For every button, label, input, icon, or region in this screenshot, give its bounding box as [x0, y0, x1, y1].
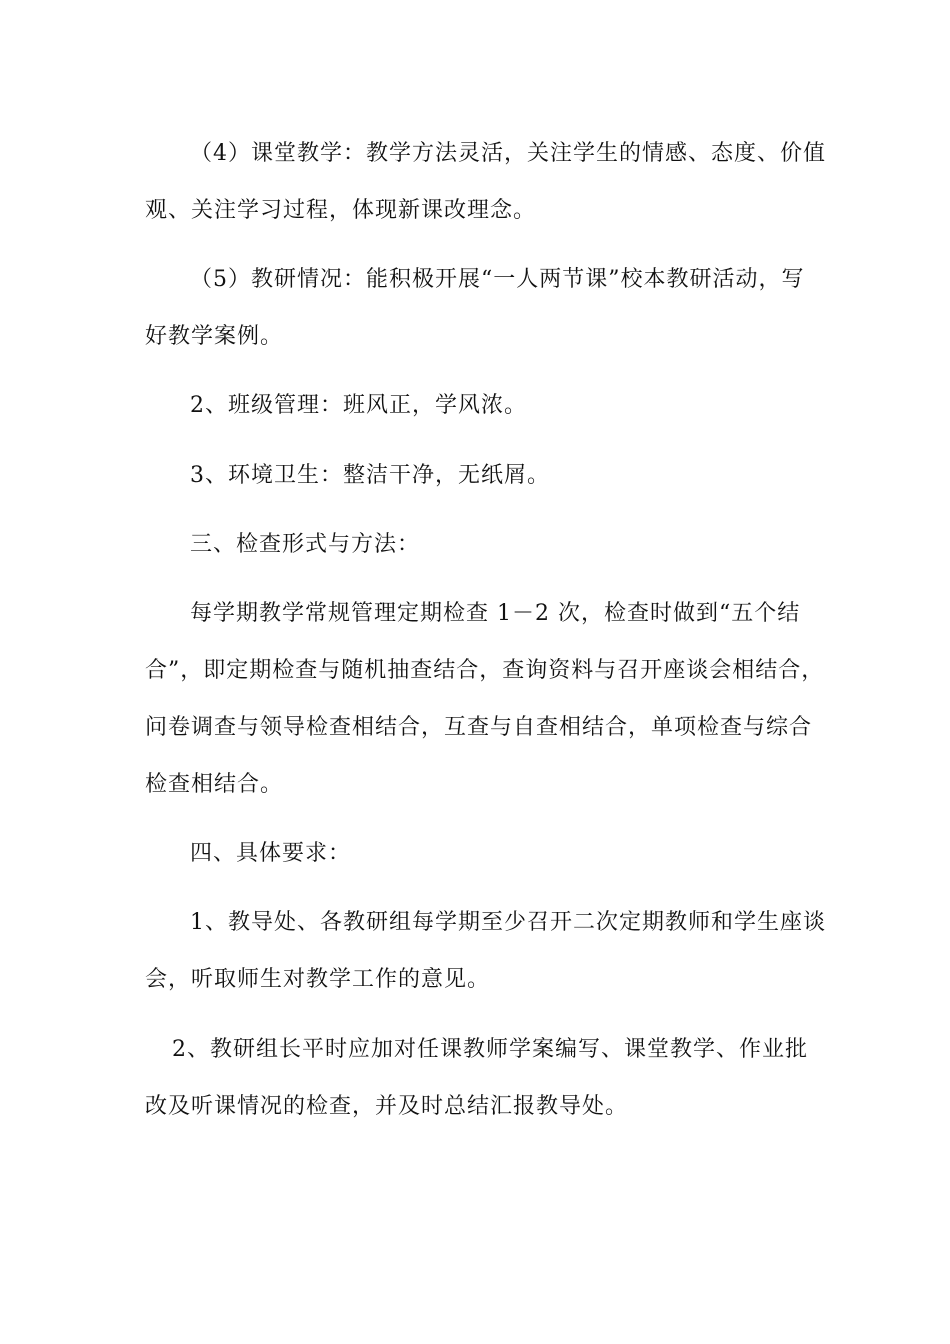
text-line: 好教学案例。 [145, 324, 284, 349]
text-line: 会，听取师生对教学工作的意见。 [145, 967, 491, 992]
text-line: 改及听课情况的检查，并及时总结汇报教导处。 [145, 1094, 629, 1119]
text-line: （5）教研情况：能积极开展“一人两节课”校本教研活动，写 [190, 267, 805, 292]
text-line: 观、关注学习过程，体现新课改理念。 [145, 198, 537, 223]
text-line: （4）课堂教学：教学方法灵活，关注学生的情感、态度、价值 [190, 141, 826, 166]
text-line: 每学期教学常规管理定期检查 1－2 次，检查时做到“五个结 [190, 601, 801, 626]
text-line: 检查相结合。 [145, 772, 284, 797]
section-heading: 三、检查形式与方法： [190, 532, 421, 557]
text-line: 问卷调查与领导检查相结合，互查与自查相结合，单项检查与综合 [145, 715, 813, 740]
text-line: 3、环境卫生：整洁干净，无纸屑。 [190, 463, 550, 488]
text-line: 2、班级管理：班风正，学风浓。 [190, 393, 527, 418]
section-heading: 四、具体要求： [190, 841, 352, 866]
text-line: 2、教研组长平时应加对任课教师学案编写、课堂教学、作业批 [172, 1037, 808, 1062]
text-line: 合”，即定期检查与随机抽查结合，查询资料与召开座谈会相结合， [145, 658, 825, 683]
text-line: 1、教导处、各教研组每学期至少召开二次定期教师和学生座谈 [190, 910, 826, 935]
